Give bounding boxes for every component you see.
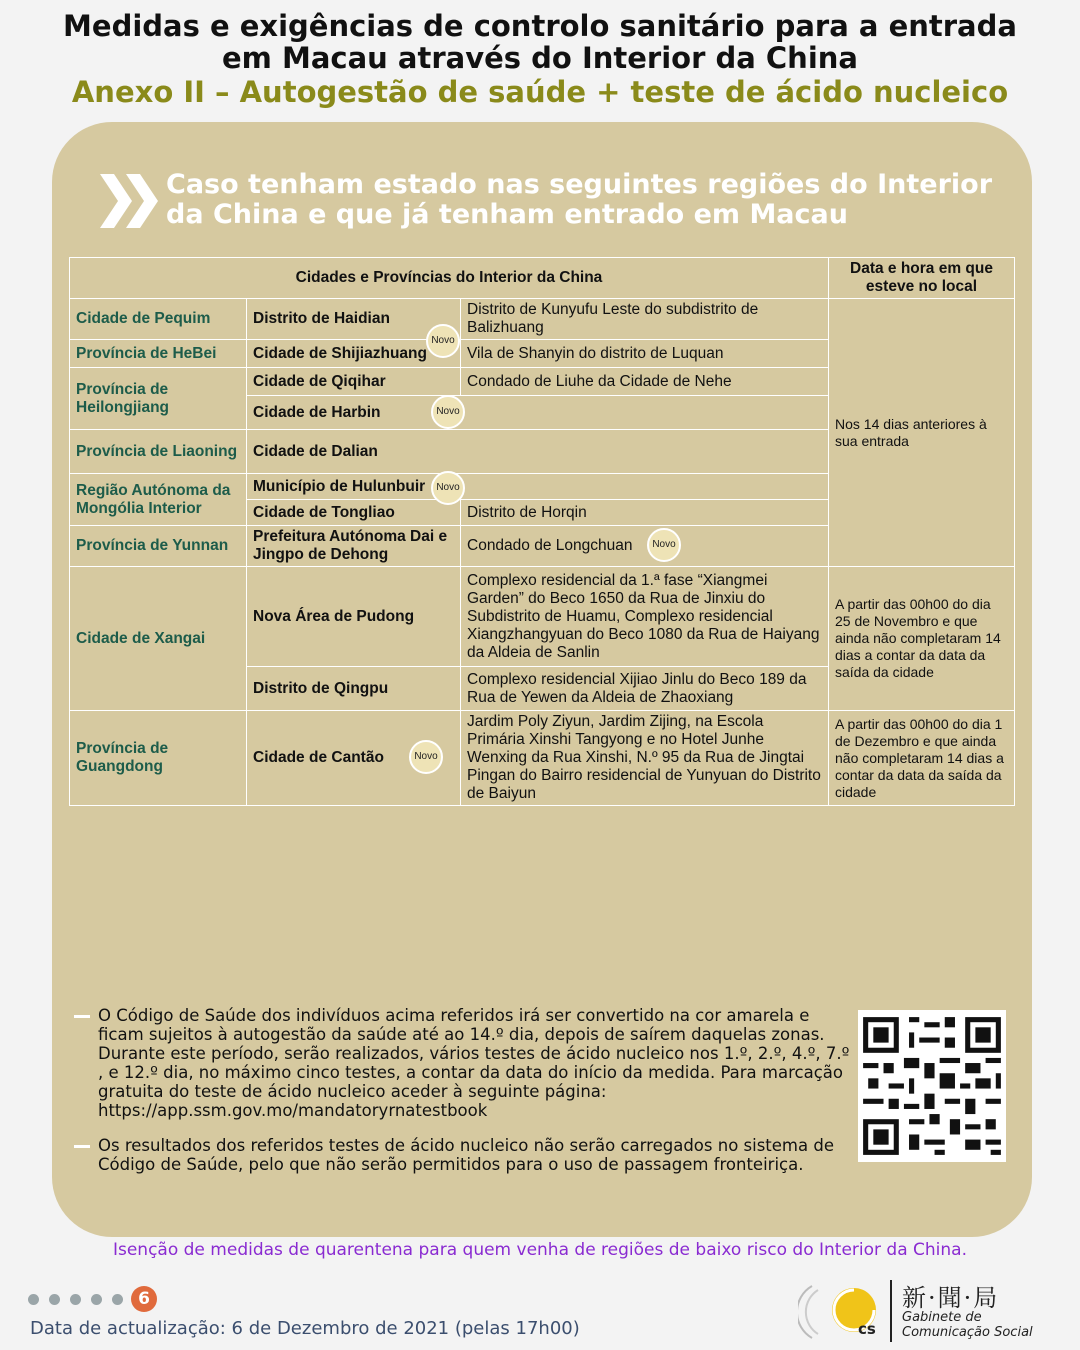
region-cell: Cidade de Pequim: [70, 299, 247, 340]
city-name: Município de Hulunbuir: [253, 477, 426, 495]
regions-table: [69, 257, 1015, 806]
header-datetime: Data e hora em que esteve no local: [829, 258, 1015, 299]
note-item: [74, 1006, 854, 1120]
city-name: Cidade de Dalian: [253, 442, 378, 460]
logo-pt-line-2: Comunicação Social: [902, 1325, 1033, 1340]
city-cell: [247, 474, 829, 500]
title-line-2: em Macau através do Interior da China: [222, 41, 858, 75]
city-cell: [247, 396, 829, 430]
novo-badge: Novo: [426, 324, 460, 358]
city-cell: [247, 368, 461, 396]
area-cell: [461, 526, 829, 567]
double-chevron-icon: [100, 174, 162, 228]
logo-portuguese: [902, 1310, 1033, 1340]
city-cell: [247, 711, 461, 806]
area-cell: Condado de Liuhe da Cidade de Nehe: [461, 368, 829, 396]
city-name: Cidade de Tongliao: [253, 503, 395, 521]
city-cell: [247, 567, 461, 667]
city-name: Nova Área de Pudong: [253, 607, 415, 625]
content-panel: [52, 122, 1032, 1237]
city-name: Distrito de Haidian: [253, 310, 390, 327]
area-cell: Distrito de Kunyufu Leste do subdistrito de Balizhuang: [461, 299, 829, 340]
novo-badge: Novo: [409, 740, 443, 774]
region-cell: Província de Liaoning: [70, 430, 247, 474]
city-cell: [247, 335, 461, 368]
city-name: Cidade de Harbin: [253, 403, 381, 421]
region-cell: Província de HeBei: [70, 340, 247, 368]
area-cell: Distrito de Horqin: [461, 500, 829, 526]
gcs-logo: [798, 1276, 1068, 1346]
time-cell: A partir das 00h00 do dia 1 de Dezembro e que ainda não completaram 14 dias a contar da data da saída da cidade: [829, 711, 1015, 806]
city-cell: [247, 667, 461, 711]
dash-icon: [74, 1145, 90, 1148]
table-row: [70, 299, 1015, 340]
area-cell: Vila de Shanyin do distrito de Luquan: [461, 340, 829, 368]
note-item: [74, 1136, 854, 1174]
note-text-2: Os resultados dos referidos testes de ácido nucleico não serão carregados no sistema de Código de Saúde, pelo que não serão permitidos para o uso de passagem fronteiriça.: [98, 1136, 834, 1174]
region-cell: Região Autónoma da Mongólia Interior: [70, 474, 247, 526]
banner-line-2: da China e que já tenham entrado em Macau: [166, 199, 848, 230]
novo-badge: Novo: [647, 528, 681, 562]
city-name: Cidade de Qiqihar: [253, 372, 386, 390]
area-cell: Jardim Poly Ziyun, Jardim Zijing, na Escola Primária Xinshi Tangyong e no Hotel Junhe Wenxing da Rua Xinshi, N.º 95 da Rua de Jingtai Pingan do Bairro residencial de Yunyuan do Distrito de Baiyun: [461, 711, 829, 806]
city-name: Cidade de Cantão: [253, 749, 384, 766]
logo-pt-line-1: Gabinete de: [902, 1310, 982, 1325]
qr-code-graphic: [858, 1010, 1006, 1162]
time-cell: A partir das 00h00 do dia 25 de Novembro e que ainda não completaram 14 dias a contar da data da saída da cidade: [829, 567, 1015, 711]
page-dot[interactable]: [28, 1294, 39, 1305]
logo-chinese: 新·聞·局: [902, 1284, 1000, 1312]
city-name: Prefeitura Autónoma Dai e Jingpo de Dehong: [253, 528, 448, 563]
exemption-note: Isenção de medidas de quarentena para quem venha de regiões de baixo risco do Interior da China.: [112, 1240, 968, 1260]
area-cell: Complexo residencial da 1.ª fase “Xiangmei Garden” do Beco 1650 da Rua de Jinxiu do Subdistrito de Huamu, Complexo residencial Xiangzhangyuan do Beco 1080 da Rua de Haiyang da Aldeia de Sanlin: [461, 567, 829, 667]
update-date: Data de actualização: 6 de Dezembro de 2021 (pelas 17h00): [30, 1318, 580, 1339]
note-text-1: O Código de Saúde dos indivíduos acima referidos irá ser convertido na cor amarela e ficam sujeitos à autogestão da saúde até ao 14.º dia, depois de saírem daquelas zonas. Durante este período, serão realizados, vários testes de ácido nucleico nos 1.º, 2.º, 4.º, 7.º , e 12.º dia, no máximo cinco testes, a contar da data do início da medida. Para marcação gratuita do teste de ácido nucleico aceder à seguinte página: https://app.ssm.gov.mo/mandatoryrnatestbook: [98, 1006, 850, 1120]
title-line-1: Medidas e exigências de controlo sanitário para a entrada: [63, 9, 1017, 43]
region-cell: Província de Heilongjiang: [70, 368, 247, 430]
area-cell: Complexo residencial Xijiao Jinlu do Beco 189 da Rua de Yewen da Aldeia de Zhaoxiang: [461, 667, 829, 711]
banner-line-1: Caso tenham estado nas seguintes regiões do Interior: [166, 169, 993, 200]
qr-code[interactable]: [858, 1010, 1006, 1162]
table-header-row: [70, 258, 1015, 299]
gcs-logo-icon: [798, 1276, 898, 1346]
area-name: Condado de Longchuan: [467, 537, 633, 554]
novo-badge: Novo: [431, 395, 465, 429]
region-cell: Cidade de Xangai: [70, 567, 247, 711]
page-dot[interactable]: [70, 1294, 81, 1305]
city-cell: [247, 500, 461, 526]
page-dot[interactable]: [112, 1294, 123, 1305]
dash-icon: [74, 1015, 90, 1018]
table-row: [70, 567, 1015, 667]
banner-text: [166, 170, 1006, 230]
page-number-badge: 6: [131, 1286, 157, 1312]
city-cell: [247, 526, 461, 567]
page-header: [0, 10, 1080, 110]
table-row: [70, 711, 1015, 806]
header-regions: Cidades e Províncias do Interior da China: [70, 258, 829, 299]
notes: [74, 1006, 854, 1190]
city-name: Distrito de Qingpu: [253, 679, 389, 697]
svg-text:cs: cs: [858, 1320, 876, 1338]
page-dot[interactable]: [91, 1294, 102, 1305]
time-cell: Nos 14 dias anteriores à sua entrada: [829, 299, 1015, 567]
page-dot[interactable]: [49, 1294, 60, 1305]
city-cell: [247, 430, 829, 474]
region-cell: Província de Guangdong: [70, 711, 247, 806]
novo-badge: Novo: [431, 471, 465, 505]
region-cell: Província de Yunnan: [70, 526, 247, 567]
subtitle: Anexo II – Autogestão de saúde + teste de ácido nucleico: [71, 75, 1009, 109]
city-name: Cidade de Shijiazhuang: [253, 344, 427, 362]
